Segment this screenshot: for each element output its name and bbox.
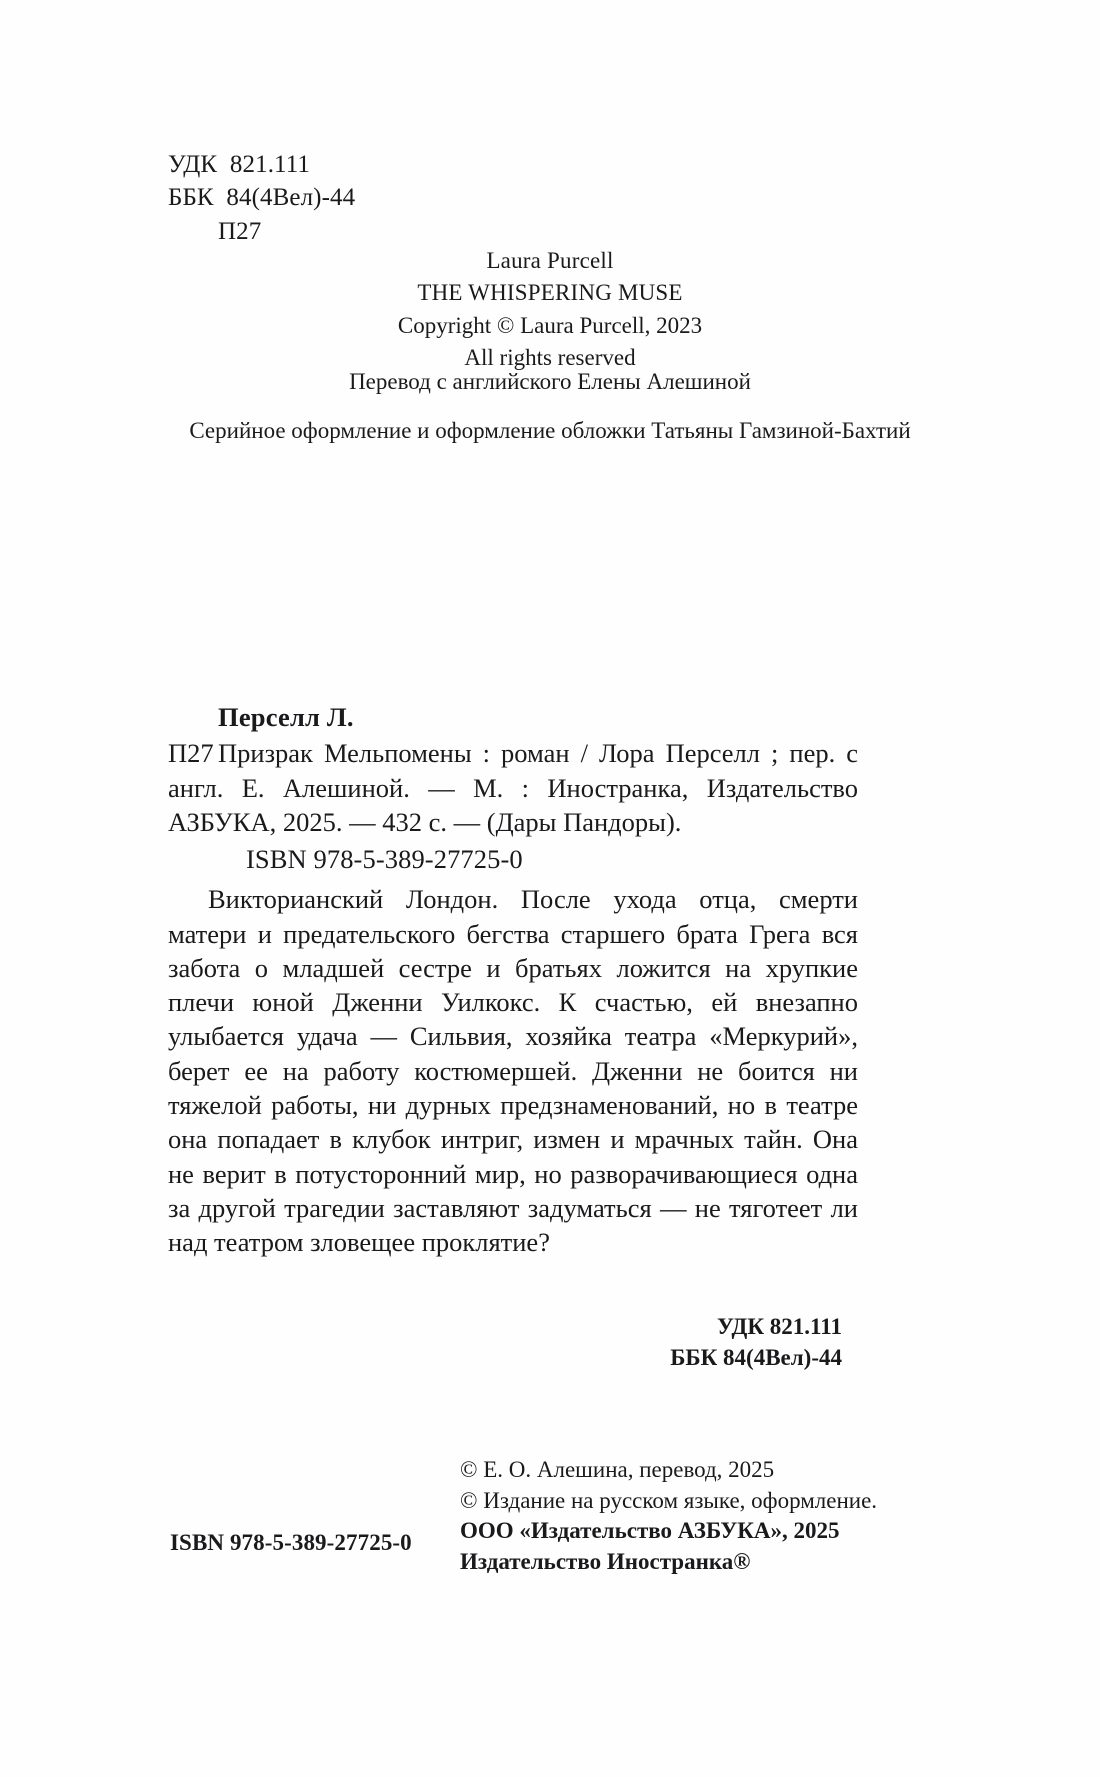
footer-edition-rights: © Издание на русском языке, оформление. [460, 1487, 878, 1513]
record-description [168, 736, 858, 839]
classification-codes-repeat [0, 1312, 842, 1373]
classification-codes [168, 148, 355, 248]
credits-block [0, 370, 1100, 442]
footer-rights [460, 1455, 880, 1577]
udk-code-repeat: УДК 821.111 [716, 1314, 842, 1339]
design-credit: Серийное оформление и оформление обложки Татьяны Гамзиной-Бахтий [189, 418, 911, 443]
footer-publisher: ООО «Издательство АЗБУКА», 2025 [460, 1518, 840, 1544]
bbk-code: ББК 84(4Вел)-44 [168, 184, 356, 212]
original-copyright: Copyright © Laura Purcell, 2023 [397, 312, 703, 338]
record-author-surname: Перселл Л. [218, 702, 354, 732]
original-edition-block [0, 245, 1100, 375]
original-author: Laura Purcell [486, 248, 614, 273]
translation-credit: Перевод с английского Елены Алешиной [349, 369, 751, 394]
bbk-code-repeat: ББК 84(4Вел)-44 [670, 1344, 842, 1370]
footer-translation-rights: © Е. О. Алешина, перевод, 2025 [460, 1457, 775, 1482]
record-isbn: ISBN 978-5-389-27725-0 [246, 843, 523, 874]
udk-code: УДК 821.111 [168, 151, 310, 178]
footer-imprint: Издательство Иностранка® [460, 1548, 751, 1574]
bibliographic-record [168, 700, 858, 1260]
record-signature: П27 [168, 738, 214, 769]
book-annotation: Викторианский Лондон. После ухода отца, смерти матери и предательского бегства старшего брата Грега вся забота о младшей сестре и братьях ложится на хрупкие плечи юной Дженни Уилкокс. К счастью, ей внезапно улыбается удача — Сильвия, хозяйка театра «Меркурий», берет ее на работу костюмершей. Дженни не боится ни тяжелой работы, ни дурных предзнаменований, но в театре она попадает в клубок интриг, измен и мрачных тайн. Она не верит в потусторонний мир, но разворачивающиеся одна за другой трагедии заставляют задуматься — не тяготеет ли над театром зловещее проклятие? [168, 884, 858, 1258]
footer-isbn: ISBN 978-5-389-27725-0 [170, 1530, 412, 1555]
original-title: THE WHISPERING MUSE [417, 280, 683, 306]
original-rights: All rights reserved [464, 345, 636, 371]
record-description-text: Призрак Мельпомены : роман / Лора Перселл ; пер. с англ. Е. Алешиной. — М. : Иностранка, Издательство АЗБУКА, 2025. — 432 с. — (Дары Пандоры). [168, 738, 858, 838]
author-signature-code: П27 [218, 217, 262, 245]
footer-block [0, 1455, 1100, 1575]
